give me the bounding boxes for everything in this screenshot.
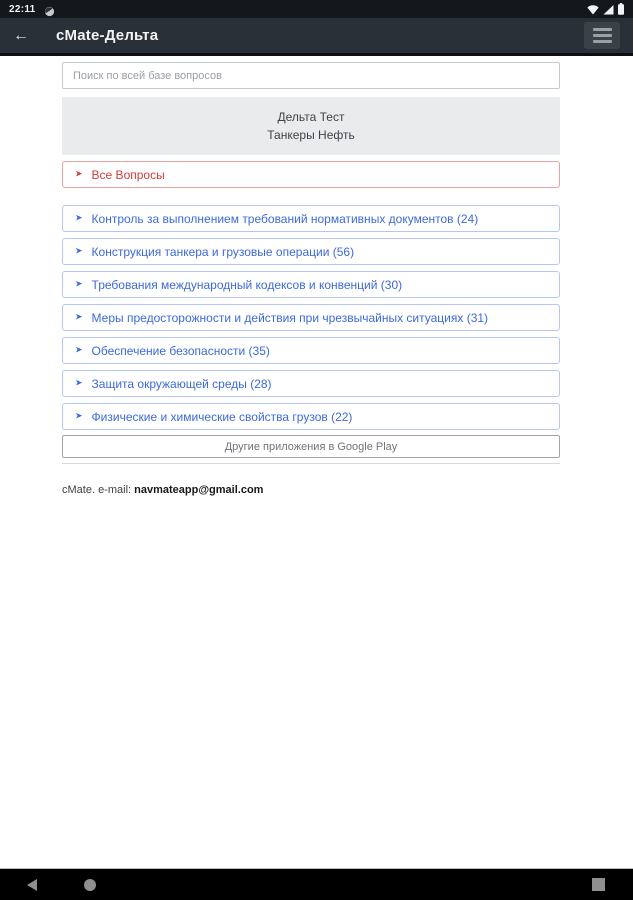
chevron-right-icon	[75, 247, 83, 256]
footer-contact	[62, 484, 560, 496]
navigation-bar	[0, 868, 633, 900]
all-questions-label: Все Вопросы	[91, 167, 165, 182]
main-content	[62, 56, 560, 496]
category-button[interactable]	[62, 370, 560, 397]
chevron-right-icon	[75, 170, 83, 179]
app-title: cMate-Дельта	[56, 27, 159, 44]
category-button[interactable]	[62, 205, 560, 232]
test-subtitle: Танкеры Нефть	[267, 128, 355, 142]
category-button[interactable]	[62, 337, 560, 364]
test-header-panel	[62, 97, 560, 155]
category-label: Обеспечение безопасности (35)	[91, 343, 270, 358]
category-button[interactable]	[62, 271, 560, 298]
category-label: Контроль за выполнением требований нормативных документов (24)	[91, 211, 479, 226]
cell-signal-icon	[603, 5, 614, 15]
category-list	[62, 205, 560, 430]
chevron-right-icon	[75, 379, 83, 388]
back-arrow-icon[interactable]	[13, 25, 35, 47]
category-label: Защита окружающей среды (28)	[91, 376, 272, 391]
category-label: Физические и химические свойства грузов (22)	[91, 409, 353, 424]
wifi-icon	[587, 5, 599, 15]
chevron-right-icon	[75, 412, 83, 421]
chevron-right-icon	[75, 313, 83, 322]
nav-home-icon[interactable]	[84, 879, 96, 891]
test-title: Дельта Тест	[277, 110, 345, 124]
chevron-right-icon	[75, 346, 83, 355]
chevron-right-icon	[75, 280, 83, 289]
category-button[interactable]	[62, 304, 560, 331]
chevron-right-icon	[75, 214, 83, 223]
nav-back-icon[interactable]	[27, 879, 37, 891]
battery-icon	[618, 3, 624, 15]
all-questions-button[interactable]	[62, 161, 560, 188]
google-play-button[interactable]	[62, 435, 560, 458]
category-button[interactable]	[62, 403, 560, 430]
notification-icon	[44, 4, 55, 15]
category-label: Требования международный кодексов и конвенций (30)	[91, 277, 403, 292]
category-label: Меры предосторожности и действия при чрезвычайных ситуациях (31)	[91, 310, 489, 325]
nav-recents-icon[interactable]	[592, 878, 605, 891]
footer-email[interactable]: navmateapp@gmail.com	[134, 484, 264, 496]
category-button[interactable]	[62, 238, 560, 265]
clock: 22:11	[9, 3, 36, 15]
google-play-label: Другие приложения в Google Play	[224, 440, 398, 453]
divider	[62, 463, 560, 464]
category-label: Конструкция танкера и грузовые операции (56)	[91, 244, 355, 259]
search-input[interactable]	[62, 62, 560, 89]
app-bar	[0, 18, 633, 56]
footer-prefix: cMate. e-mail:	[62, 484, 135, 496]
status-bar	[0, 0, 633, 18]
hamburger-menu-icon[interactable]	[584, 22, 620, 49]
